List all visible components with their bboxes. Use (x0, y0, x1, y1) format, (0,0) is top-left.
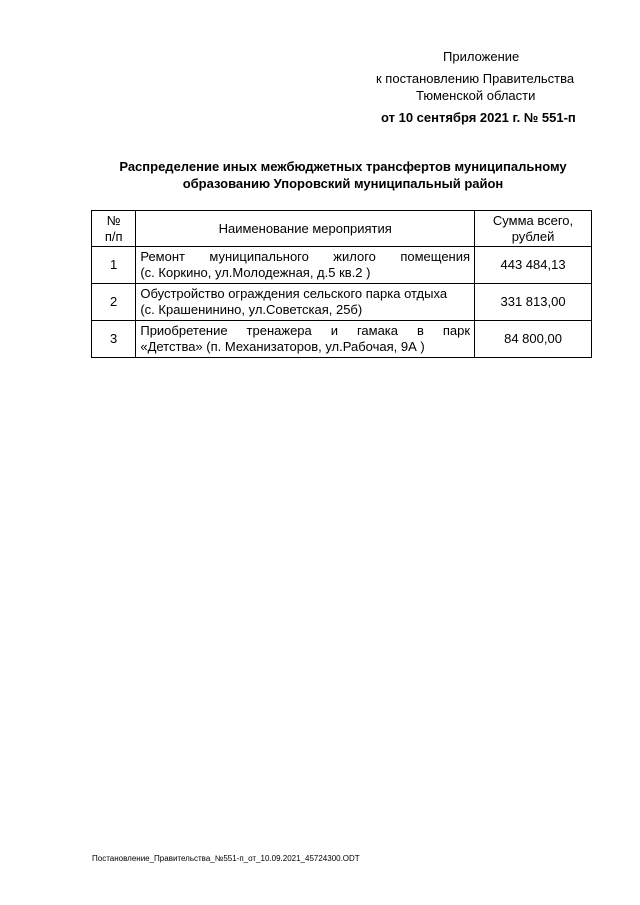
row-event-name (136, 321, 475, 358)
row-event-name (136, 247, 475, 284)
document-title (92, 158, 594, 192)
row-number: 1 (92, 247, 136, 284)
row-event-name-line-1: Приобретение тренажера и гамака в парк (140, 323, 471, 338)
table-header-row (92, 211, 592, 247)
document-title-line-1: Распределение иных межбюджетных трансфертов муниципальному (119, 159, 567, 174)
table-row (92, 321, 592, 358)
row-event-name-line-2: «Детства» (п. Механизаторов, ул.Рабочая, 9А ) (140, 339, 425, 354)
row-sum: 443 484,13 (475, 247, 592, 284)
header-sum-line-1: Сумма всего, (492, 212, 574, 228)
row-event-name-line-2: (с. Крашенинино, ул.Советская, 25б) (140, 302, 363, 317)
row-number: 2 (92, 284, 136, 321)
row-event-name (136, 284, 475, 321)
resolution-reference: к постановлению Правительства (376, 71, 575, 86)
header-number-line-2: п/п (104, 228, 123, 244)
header-total-sum (475, 211, 592, 247)
file-name-footer: Постановление_Правительства_№551-п_от_10.09.2021_45724300.ODT (92, 854, 360, 863)
header-sum-line-2: рублей (511, 228, 555, 244)
transfers-table (91, 210, 592, 358)
resolution-date-number: от 10 сентября 2021 г. № 551-п (381, 110, 576, 125)
header-number (92, 211, 136, 247)
appendix-label: Приложение (443, 49, 520, 64)
table-row (92, 247, 592, 284)
row-sum: 331 813,00 (475, 284, 592, 321)
header-number-line-1: № (106, 212, 121, 228)
row-event-name-line-1: Ремонт муниципального жилого помещения (140, 249, 471, 264)
document-title-line-2: образованию Упоровский муниципальный район (182, 176, 504, 191)
row-sum: 84 800,00 (475, 321, 592, 358)
table-row (92, 284, 592, 321)
row-event-name-line-1: Обустройство ограждения сельского парка отдыха (140, 286, 448, 301)
row-number: 3 (92, 321, 136, 358)
header-event-name: Наименование мероприятия (136, 211, 475, 247)
row-event-name-line-2: (с. Коркино, ул.Молодежная, д.5 кв.2 ) (140, 265, 371, 280)
region-name: Тюменской области (416, 88, 536, 103)
